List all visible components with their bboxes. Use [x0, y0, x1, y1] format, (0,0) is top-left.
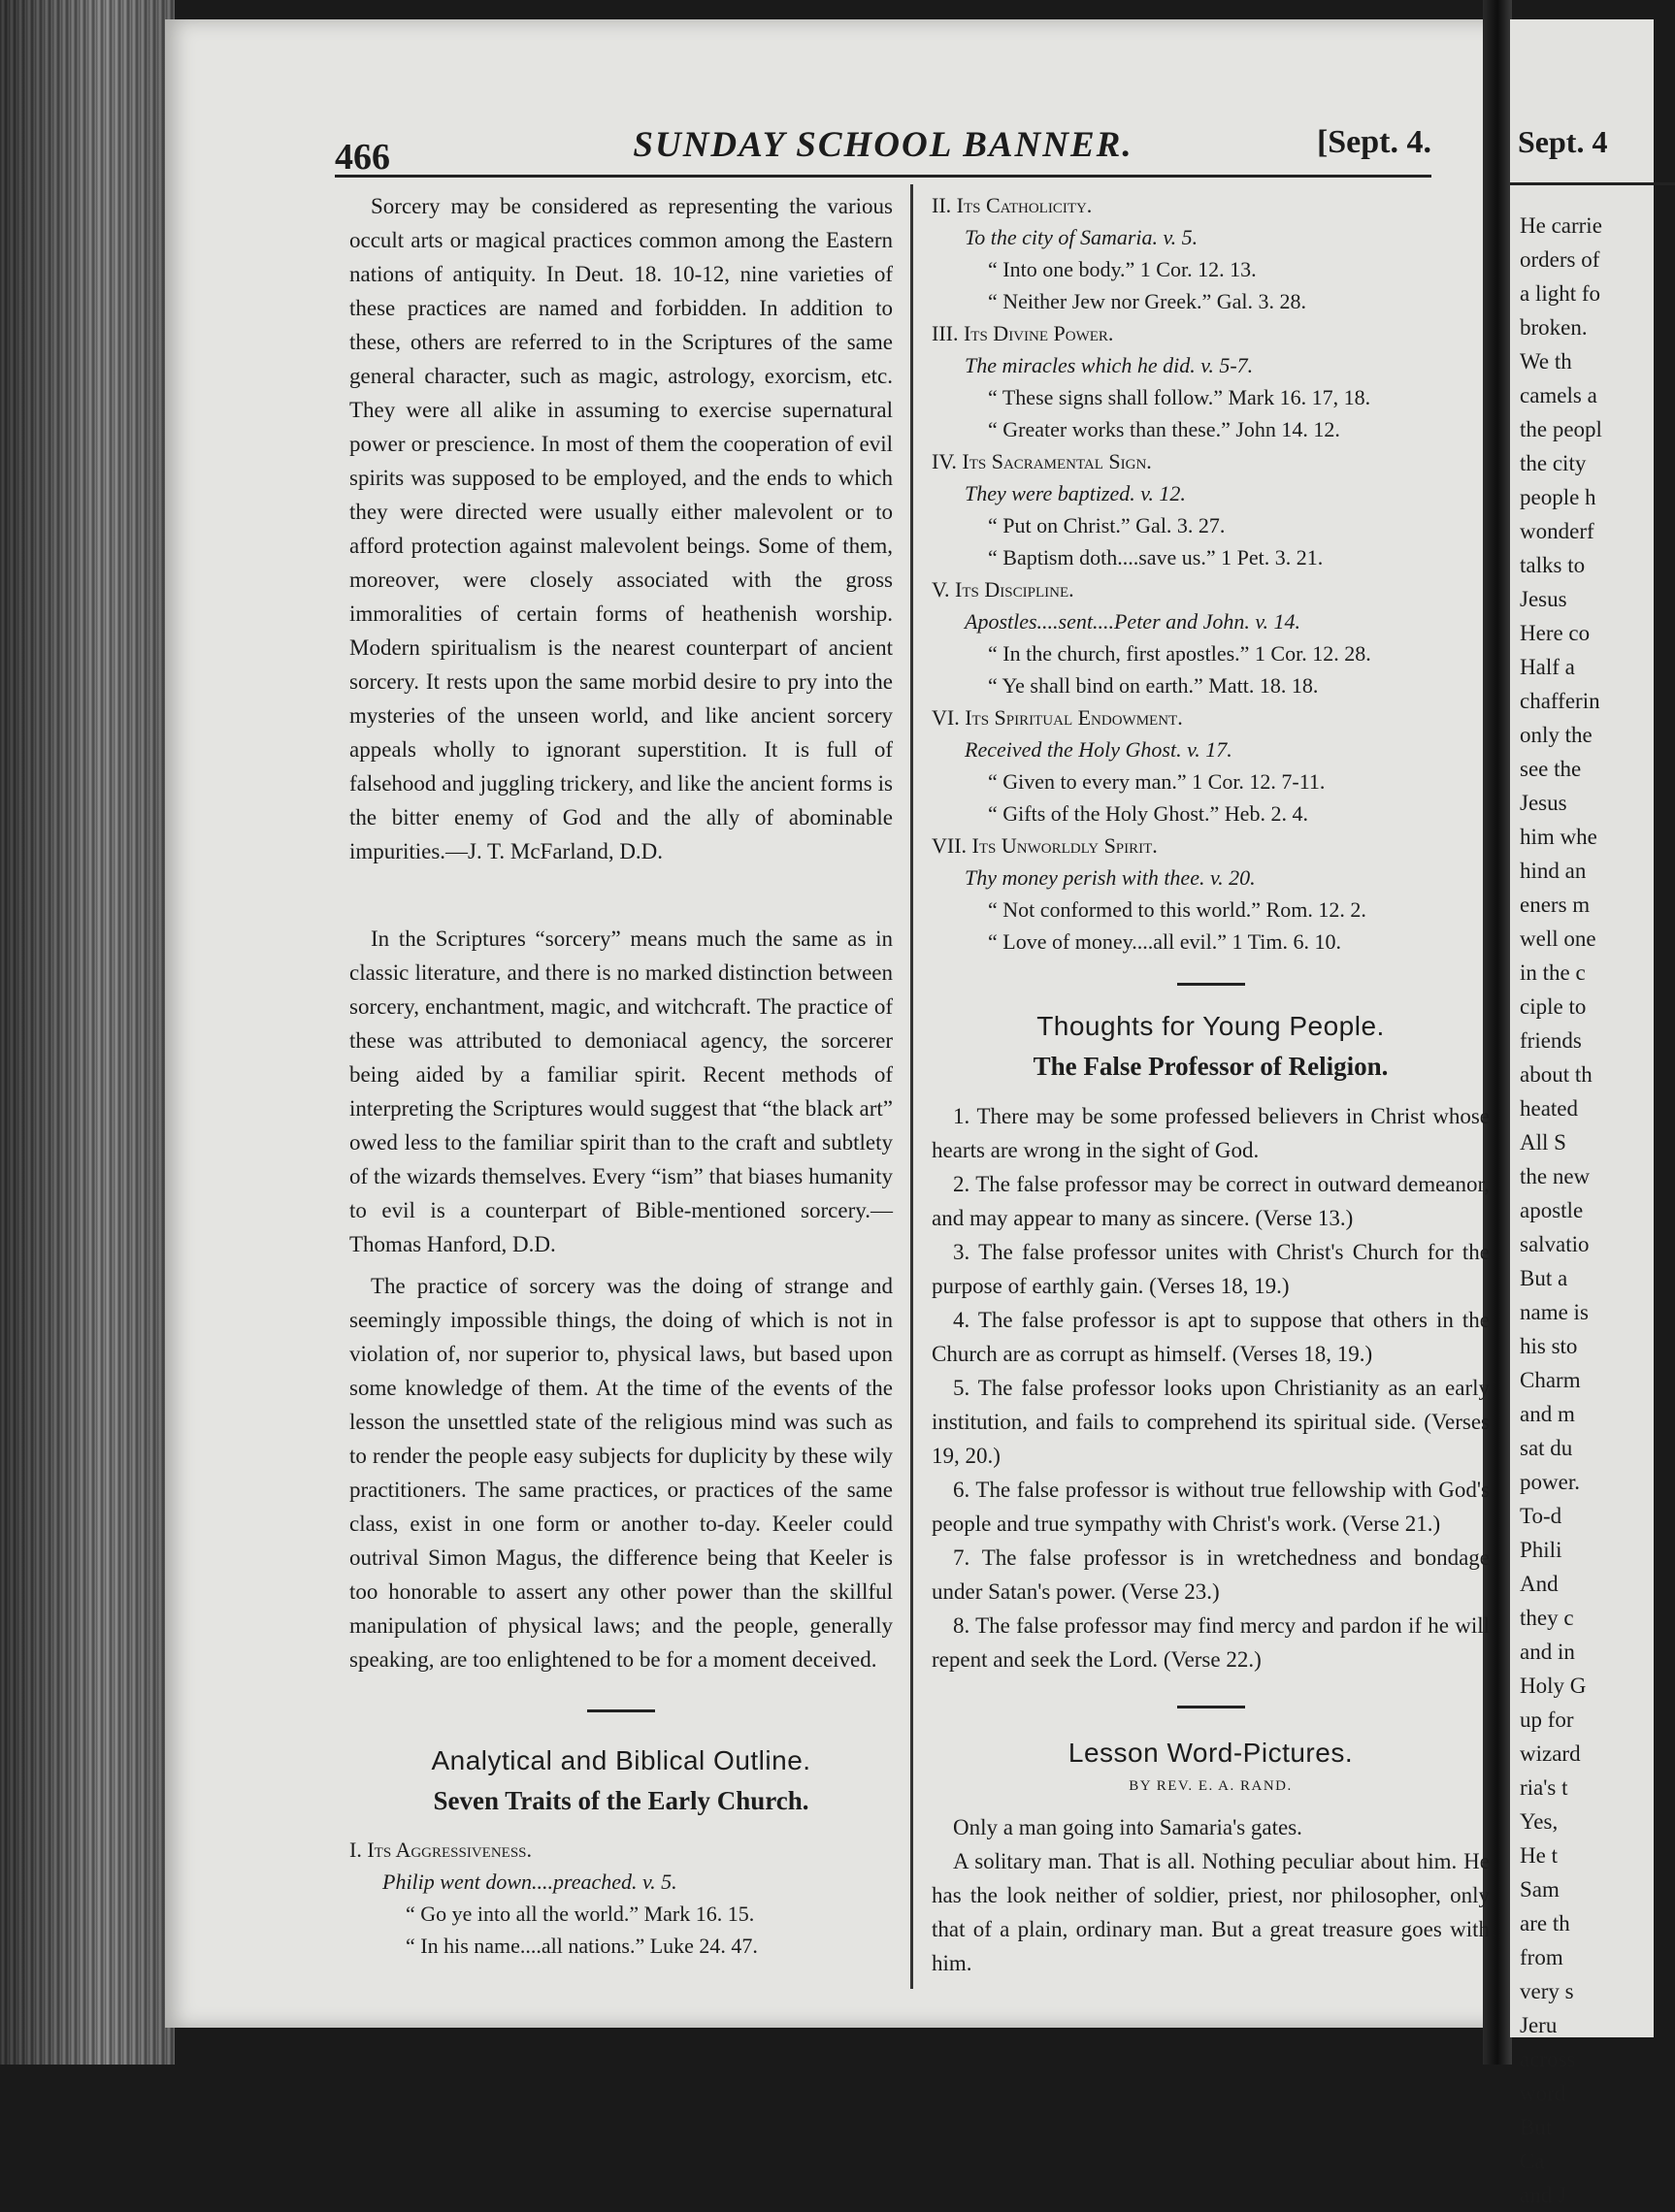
facing-page-line: Jeru: [1520, 2013, 1558, 2037]
thoughts-list: [932, 1099, 1490, 1676]
thought-item: 1. There may be some professed believers in Christ whose hearts are wrong in the sight of God.: [932, 1104, 1490, 1162]
sorcery-paragraph-1: Sorcery may be considered as representing the various occult arts or magical practices common among the Eastern nations of antiquity. In Deut. 18. 10-12, nine varieties of these practices are named and forbidden. In addition to these, others are referred to in the Scriptures of the same general character, such as magic, astrology, exorcism, etc. They were all alike in assuming to exercise supernatural power or prescience. In most of them the cooperation of evil spirits was supposed to be employed, and the ends to which they were directed were usually either malevolent or to afford protection against malevolent beings. Some of them, moreover, were closely associated with the gross immoralities of certain forms of heathenish worship. Modern spiritualism is the nearest counterpart of ancient sorcery. It rests upon the same morbid desire to pry into the mysteries of the unseen world, and like ancient sorcery appeals wholly to ignorant superstition. It is full of falsehood and juggling trickery, and like the ancient forms is the bitter enemy of God and the ally of abominable impurities.—J. T. McFarland, D.D.: [349, 194, 893, 863]
page-header: [335, 114, 1431, 178]
facing-page-line: friends: [1520, 1028, 1582, 1053]
facing-page-line: well one: [1520, 927, 1596, 951]
facing-page-line: Here co: [1520, 621, 1591, 645]
word-pictures-title: Lesson Word-Pictures.: [1067, 1738, 1354, 1768]
facing-page-rule: [1510, 182, 1675, 185]
facing-page-line: see the: [1520, 757, 1582, 781]
facing-page-line: Ca: [1520, 2149, 1545, 2173]
thought-item: 4. The false professor is apt to suppose that others in the Church are as corrupt as himself. (Verses 18, 19.): [932, 1308, 1490, 1366]
thought-item: 2. The false professor may be correct in outward demeanor, and may appear to many as sincere. (Verse 13.): [932, 1172, 1490, 1230]
facing-page-line: are th: [1520, 1911, 1570, 1936]
facing-page-line: And: [1520, 1572, 1559, 1596]
facing-page-header: Sept. 4: [1518, 124, 1608, 159]
facing-page-line: and in: [1520, 1640, 1575, 1664]
outline-quote: “ Gifts of the Holy Ghost.” Heb. 2. 4.: [988, 801, 1308, 826]
page-title: SUNDAY SCHOOL BANNER.: [633, 125, 1133, 165]
facing-page: [1510, 19, 1654, 2207]
facing-page-line: him whe: [1520, 825, 1597, 849]
outline-heading: I. Its Aggressiveness.: [349, 1838, 533, 1862]
sorcery-paragraph-3: The practice of sorcery was the doing of strange and seemingly impossible things, the doing of which is not in violation of, nor superior to, physical laws, but based upon some knowledge of them. At the time of the events of the lesson the unsettled state of the religious mind was such as to render the people easy subjects for duplicity by these wily practitioners. The same practices, or practices of the same class, exist in one form or another to-day. Keeler could outrival Simon Magus, the difference being that Keeler is too honorable to assert any other power than the skillful manipulation of physical laws; and the people, generally speaking, are too enlightened to be for a moment deceived.: [349, 1274, 893, 1672]
thought-item: 6. The false professor is without true fellowship with God's people and true sympathy with Christ's work. (Verse 21.): [932, 1478, 1490, 1536]
facing-page-line: the new: [1520, 1164, 1591, 1188]
thought-item: 8. The false professor may find mercy and pardon if he will repent and seek the Lord. (Verse 22.): [932, 1613, 1490, 1672]
facing-page-line: He t: [1520, 1843, 1558, 1868]
outline-heading: III. Its Divine Power.: [932, 321, 1114, 345]
facing-page-line: wizard: [1520, 1741, 1581, 1766]
facing-page-line: the peopl: [1520, 417, 1602, 441]
facing-page-line: Yes,: [1520, 1809, 1559, 1834]
sorcery-paragraph-2: In the Scriptures “sorcery” means much the same as in classic literature, and there is no marked distinction between sorcery, enchantment, magic, and witchcraft. The practice of these was attributed to demoniacal agency, the sorcerer being aided by a familiar spirit. Recent methods of interpreting the Scriptures would suggest that “the black art” owed less to the familiar spirit than to the craft and subtlety of the wizards themselves. Every “ism” that biases humanity to evil is a counterpart of Bible-mentioned sorcery.—Thomas Hanford, D.D.: [349, 927, 893, 1256]
outline-heading: VI. Its Spiritual Endowment.: [932, 705, 1183, 730]
facing-page-line: wonderf: [1520, 519, 1594, 543]
facing-page-line: name is: [1520, 1300, 1589, 1324]
facing-page-line: Phili: [1520, 1538, 1562, 1562]
facing-page-line: across: [1520, 2047, 1576, 2071]
outline-reference: Thy money perish with thee. v. 20.: [965, 865, 1256, 890]
outline-item: [932, 317, 1490, 445]
outline-quote: “ Greater works than these.” John 14. 12.: [988, 417, 1340, 441]
thoughts-title: Thoughts for Young People.: [1036, 1011, 1385, 1041]
facing-page-line: talks to: [1520, 553, 1586, 577]
facing-page-line: power.: [1520, 1470, 1580, 1494]
thought-item: 5. The false professor looks upon Christianity as an early institution, and fails to comprehend its spiritual side. (Verses 19, 20.): [932, 1376, 1490, 1468]
facing-page-line: from: [1520, 1945, 1563, 1969]
facing-page-line: chafferin: [1520, 689, 1600, 713]
facing-page-line: hind an: [1520, 859, 1587, 883]
facing-page-line: But: [1520, 2115, 1553, 2139]
outline-item: [932, 701, 1490, 830]
outline-heading: IV. Its Sacramental Sign.: [932, 449, 1152, 473]
outline-reference: Philip went down....preached. v. 5.: [382, 1870, 677, 1894]
left-column: [349, 189, 893, 1962]
outline-item: [932, 189, 1490, 317]
facing-page-line: To-d: [1520, 1504, 1562, 1528]
outline-item-1: [349, 1834, 893, 1962]
facing-page-line: in the c: [1520, 960, 1586, 985]
page-edge-shadow: [0, 0, 175, 2065]
facing-page-line: the city: [1520, 451, 1587, 475]
spacer: [349, 868, 893, 922]
word-pictures-paragraph-2: A solitary man. That is all. Nothing peculiar about him. He has the look neither of soldier, priest, nor philosopher, only that of a plain, ordinary man. But a great treasure goes with him.: [932, 1849, 1490, 1975]
outline-subtitle: Seven Traits of the Early Church.: [433, 1786, 809, 1815]
facing-page-line: But a: [1520, 1266, 1568, 1290]
facing-page-line: ciple to: [1520, 994, 1587, 1019]
facing-page-line: Holy G: [1520, 1674, 1587, 1698]
outline-quote: “ Not conformed to this world.” Rom. 12. 2.: [988, 897, 1366, 922]
facing-page-line: and J: [1520, 2183, 1566, 2207]
outline-item: [932, 445, 1490, 573]
section-separator: [587, 1709, 655, 1712]
thought-item: 3. The false professor unites with Christ's Church for the purpose of earthly gain. (Verses 18, 19.): [932, 1240, 1490, 1298]
facing-page-line: very s: [1520, 1979, 1574, 2003]
outline-reference: They were baptized. v. 12.: [965, 481, 1186, 505]
facing-page-line: Half a: [1520, 655, 1575, 679]
outline-quote: “ Given to every man.” 1 Cor. 12. 7-11.: [988, 769, 1326, 794]
section-separator: [1177, 1706, 1245, 1708]
outline-quote: “ Love of money....all evil.” 1 Tim. 6. 10.: [988, 929, 1341, 954]
facing-page-line: Jesus: [1520, 587, 1567, 611]
section-separator: [1177, 983, 1245, 986]
facing-page-line: about th: [1520, 1062, 1593, 1087]
outline-quote: “ In his name....all nations.” Luke 24. 47.: [406, 1934, 758, 1958]
facing-page-line: and m: [1520, 1402, 1575, 1426]
facing-page-line: ria's t: [1520, 1775, 1568, 1800]
facing-page-line: salvatio: [1520, 1232, 1590, 1256]
facing-page-line: broken.: [1520, 315, 1588, 340]
facing-page-line: word: [1520, 2081, 1566, 2105]
outline-heading: VII. Its Unworldly Spirit.: [932, 833, 1158, 858]
outline-item: [932, 573, 1490, 701]
page-number: 466: [335, 137, 390, 178]
outline-quote: “ Into one body.” 1 Cor. 12. 13.: [988, 257, 1257, 281]
outline-heading: II. Its Catholicity.: [932, 193, 1093, 217]
facing-page-line: Sam: [1520, 1877, 1560, 1902]
outline-list: [932, 189, 1490, 958]
facing-page-line: only the: [1520, 723, 1593, 747]
facing-page-line: orders of: [1520, 247, 1600, 272]
facing-page-line: He carrie: [1520, 213, 1602, 238]
outline-quote: “ These signs shall follow.” Mark 16. 17, 18.: [988, 385, 1371, 409]
outline-item: [932, 830, 1490, 958]
thoughts-subtitle: The False Professor of Religion.: [1033, 1052, 1389, 1081]
outline-quote: “ Neither Jew nor Greek.” Gal. 3. 28.: [988, 289, 1307, 313]
facing-page-line: We th: [1520, 349, 1572, 374]
outline-quote: “ Put on Christ.” Gal. 3. 27.: [988, 513, 1226, 537]
facing-page-line: camels a: [1520, 383, 1597, 407]
page-date: [Sept. 4.: [1316, 124, 1431, 160]
facing-page-line: apostle: [1520, 1198, 1584, 1222]
outline-reference: To the city of Samaria. v. 5.: [965, 225, 1199, 249]
facing-page-line: a light fo: [1520, 281, 1601, 306]
facing-page-text: [1510, 209, 1602, 2212]
outline-quote: “ Go ye into all the world.” Mark 16. 15.: [406, 1902, 755, 1926]
facing-page-line: up for: [1520, 1708, 1574, 1732]
column-rule: [910, 184, 913, 1989]
facing-page-line: Charm: [1520, 1368, 1581, 1392]
facing-page-line: heated: [1520, 1096, 1579, 1121]
facing-page-line: Jesus: [1520, 791, 1567, 815]
outline-title: Analytical and Biblical Outline.: [431, 1745, 811, 1775]
outline-quote: “ Ye shall bind on earth.” Matt. 18. 18.: [988, 673, 1319, 698]
word-pictures-byline: BY REV. E. A. RAND.: [1129, 1778, 1293, 1794]
facing-page-line: they c: [1520, 1606, 1574, 1630]
facing-page-line: sat du: [1520, 1436, 1573, 1460]
outline-reference: Received the Holy Ghost. v. 17.: [965, 737, 1232, 762]
right-column: [932, 189, 1490, 1980]
facing-page-line: eners m: [1520, 893, 1591, 917]
facing-page-line: people h: [1520, 485, 1596, 509]
word-pictures-paragraph-1: Only a man going into Samaria's gates.: [953, 1815, 1302, 1839]
outline-reference: Apostles....sent....Peter and John. v. 14.: [965, 609, 1301, 634]
thought-item: 7. The false professor is in wretchedness and bondage under Satan's power. (Verse 23.): [932, 1545, 1490, 1604]
facing-page-line: All S: [1520, 1130, 1566, 1155]
outline-heading: V. Its Discipline.: [932, 577, 1074, 602]
outline-quote: “ Baptism doth....save us.” 1 Pet. 3. 21.: [988, 545, 1324, 569]
facing-page-line: his sto: [1520, 1334, 1578, 1358]
outline-reference: The miracles which he did. v. 5-7.: [965, 353, 1254, 377]
outline-quote: “ In the church, first apostles.” 1 Cor. 12. 28.: [988, 641, 1371, 666]
